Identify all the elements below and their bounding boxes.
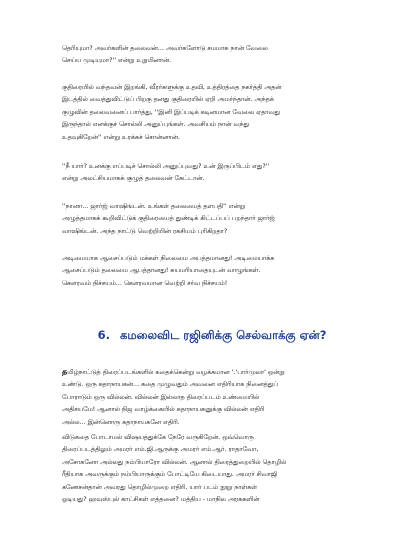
text-line: ஓடியது? ஹவுஸ்புல் காட்சிகள் எத்தனை? மத்திய - மாநில அரசுகளின் — [62, 496, 260, 504]
text-line: ஆசைப்படும் தலைமை ஆபத்தானது! சுயமரியாதையுடன் வாழுங்கள். — [62, 267, 261, 275]
paragraph-text — [62, 366, 362, 429]
text-fragment: மிழ்நாட்டுத் திரைப்படங்களில் கதைக்கென்று வழக்கமான '.'பார்முலா' ஒன்று — [67, 369, 285, 376]
text-line: கணேசன்தான் அவரது தொழில்முறை எதிரி. யார் படம் நூறு நாள்கள் — [62, 483, 257, 491]
paragraph-text — [62, 201, 362, 238]
text-line: அதிசயமே! ஆனால் நிஜ வாழ்க்கையில் கதாநாயகனுக்கு வில்லன் எதிரி — [62, 406, 265, 414]
text-line: ''நானா... ஜார்ஜ் வாஷிங்டன். உங்கள் தலைமைத் தளபதி'' என்று — [62, 203, 245, 210]
paragraph-text — [62, 43, 362, 68]
paragraph-text — [62, 82, 362, 144]
text-line: செய்ய முடியுமா?'' என்று உறுமினான். — [62, 57, 172, 65]
text-line: உண்டு. ஒரு கதாநாயகன்... கதை முழுவதும் அவனை எதிரியாக நினைத்துப் — [62, 381, 278, 389]
text-line: கௌரவம் நிச்சயம்... கௌரவமான வெற்றி சர்வ நிச்சயம்! — [62, 279, 228, 287]
paragraph-6 — [62, 366, 362, 429]
paragraph-1 — [62, 43, 362, 68]
paragraph-text — [62, 432, 362, 506]
paragraph-3 — [62, 161, 362, 186]
text-line: ரீதியாக அவருக்கும் நம்பியாருக்கும் போட்டியே கிடையாது. அமரர் சிவாஜி — [62, 471, 278, 479]
text-line: திரைப்படத்திலும் அமரர் எம்.ஜி.ஆருக்கு அமரர் எம்.ஆர். ராதாவோ, — [62, 446, 259, 454]
text-line: தெரியுமா? அவர்களின் தலைவன்... அவர்களோடு சமமாக நான் வேலை — [62, 45, 268, 52]
text-line: என்று அலட்சியமாகக் குழுத் தலைவன் கேட்டான். — [62, 175, 205, 183]
text-line: இருந்தால் எனக்குச் சொல்லி அனுப்புங்கள். அவசியம் நான் வந்து — [62, 121, 250, 129]
paragraph-2 — [62, 82, 362, 144]
text-line: குதிரையில் வந்தவன் இறங்கி, வீரர்களுக்கு உதவி, உத்திரத்தை நகர்த்தி அதன் — [62, 84, 282, 91]
paragraph-text — [62, 253, 362, 290]
chapter-heading — [62, 328, 362, 342]
drop-letter: த — [62, 367, 68, 376]
text-line: உதவுகிறேன்'' என்று உரக்கச் சொன்னான். — [62, 133, 180, 141]
paragraph-5 — [62, 253, 362, 290]
text-line: குழுவின் தலைவனைப் பார்த்து, ''இனி இப்படிக் கடினமான வேலை ஏதாவது — [62, 108, 281, 116]
text-line: போராடும் ஒரு வில்லன். வில்லன் இல்லாத திரைப்படம் உண்மையில் — [62, 393, 260, 401]
paragraph-7 — [62, 432, 362, 506]
text-line: அசோகனோ அல்லது நம்பியாரோ வில்லன். ஆனால் திரைத்துறையில் தொழில் — [62, 458, 287, 466]
text-line: அடிமையாக ஆசைப்படும் மக்கள் நிலைமை அபத்தமானது! அடிமையாக்க — [62, 255, 275, 262]
text-line: அல்ல... இன்னொரு கதாநாயகனே எதிரி. — [62, 418, 180, 426]
text-line: அழுத்தமாகக் கூறிவிட்டுக் குதிரையைத் துண்டிக் கிட்டப்பப் பறந்தார் ஜார்ஜ் — [62, 215, 275, 223]
paragraph-text — [62, 161, 362, 186]
chapter-title: கமலைவிட ரஜினிக்கு செல்வாக்கு ஏன்? — [120, 328, 327, 342]
text-line: ''நீ யார்? உனக்கு எப்படிச் சொல்லி அனுப்புவது? உன் இருப்பிடம் எது?'' — [62, 163, 270, 170]
text-line: இடத்தில் வைத்துவிட்டுப் பிறகு தனது குதிரையில் ஏறி அமர்ந்தான். அந்தக் — [62, 96, 274, 104]
text-line — [62, 366, 362, 379]
chapter-number: 6. — [97, 328, 111, 342]
paragraph-4 — [62, 201, 362, 238]
text-line: வாஷிங்டன். அந்த நாட்டு வெற்றியின் ரகசியம் புரிகிறதா? — [62, 227, 228, 235]
text-line: விடுகதை போடாமல் விஷயத்துக்கே நேரே வருகிறேன். ஒவ்வொரு — [62, 434, 254, 441]
